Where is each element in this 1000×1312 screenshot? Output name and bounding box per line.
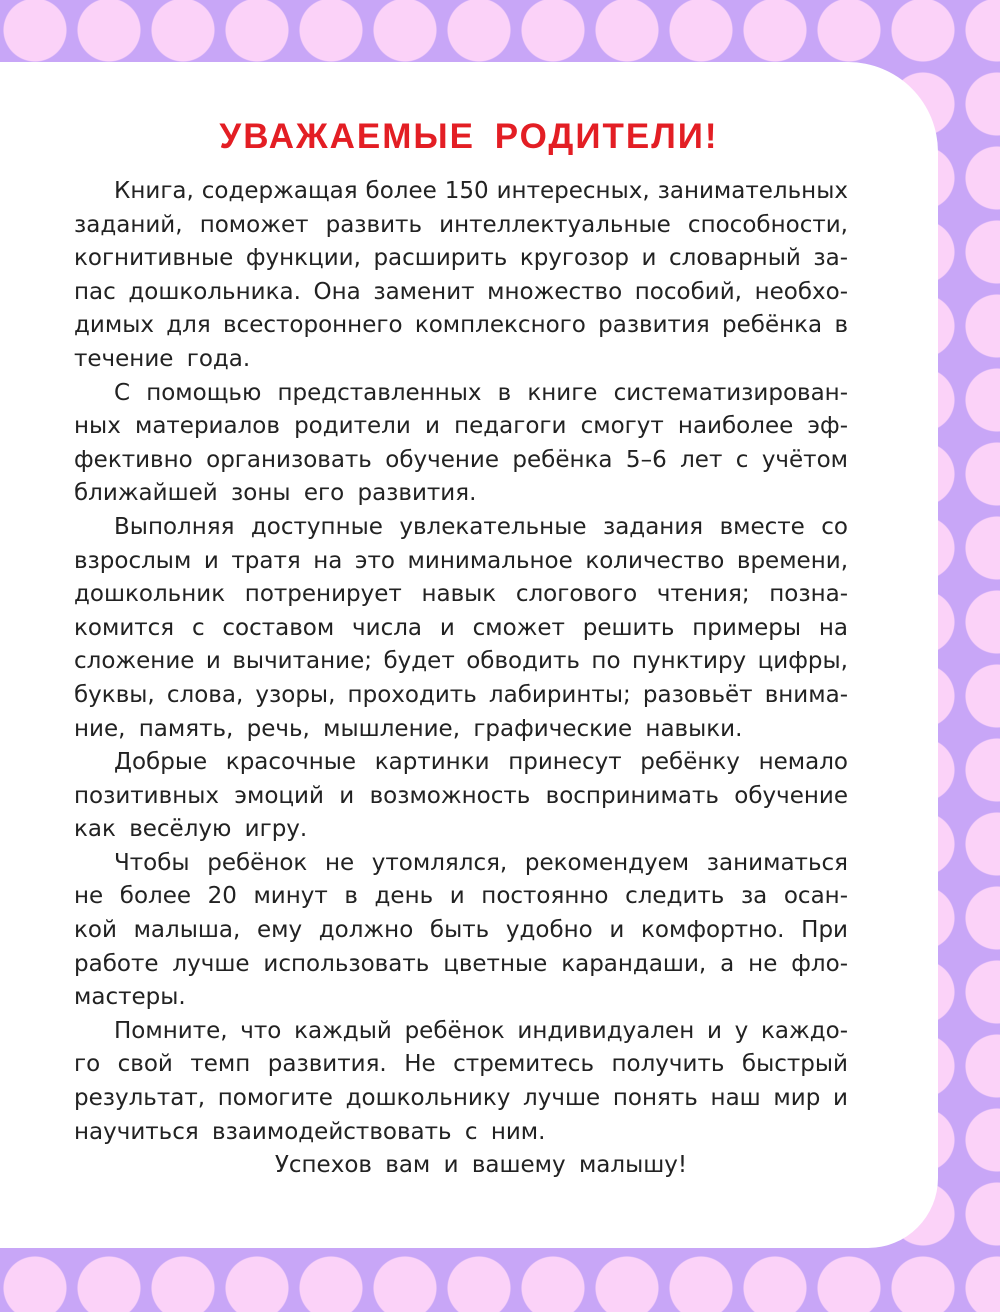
closing-wish: Успехов вам и вашему малышу! [274,1152,688,1179]
paragraph-2 [74,377,848,511]
paragraph-1 [74,175,848,377]
text-line: результат, помогите дошкольнику лучше понять наш мир и [74,1085,848,1112]
text-line: фективно организовать обучение ребёнка 5–6 лет с учётом [74,446,848,473]
text-line: не более 20 минут в день и постоянно следить за осан- [74,883,848,910]
text-line: Книга, содержащая более 150 интересных, занимательных [114,178,848,204]
text-line: С помощью представленных в книге систематизирован- [114,379,848,406]
text-line: Чтобы ребёнок не утомлялся, рекомендуем заниматься [114,849,848,876]
paragraph-4 [74,746,848,847]
paragraph-3 [74,511,848,746]
text-line: Выполняя доступные увлекательные задания вместе со [114,513,848,540]
text-line: кой малыша, ему должно быть удобно и комфортно. При [74,917,848,944]
text-line: взрослым и тратя на это минимальное количество времени, [74,547,848,574]
paragraph-5 [74,847,848,1015]
paragraph-6 [74,1015,848,1149]
text-line: димых для всестороннего комплексного развития ребёнка в [74,312,848,339]
page-title: УВАЖАЕМЫЕ РОДИТЕЛИ! [219,117,719,156]
text-line: Помните, что каждый ребёнок индивидуален и у каждо- [114,1017,848,1044]
text-line: пас дошкольника. Она заменит множество пособий, необхо- [74,278,848,305]
text-line: работе лучше использовать цветные карандаши, а не фло- [74,950,848,977]
text-line: дошкольник потренирует навык слогового чтения; позна- [74,581,848,608]
text-line: течение года. [74,345,251,372]
text-line: ных материалов родители и педагоги смогут наиболее эф- [74,413,848,440]
text-line: когнитивные функции, расширить кругозор и словарный за- [74,245,848,272]
text-line: ние, память, речь, мышление, графические навыки. [74,715,743,742]
text-line: сложение и вычитание; будет обводить по пунктиру цифры, [74,648,848,675]
text-line: позитивных эмоций и возможность воспринимать обучение [74,782,848,809]
text-line: го свой темп развития. Не стремитесь получить быстрый [74,1051,848,1078]
text-line: буквы, слова, узоры, проходить лабиринты; разовьёт внима- [74,681,848,708]
text-line: как весёлую игру. [74,816,308,843]
text-line: ближайшей зоны его развития. [74,480,477,507]
text-line: комится с составом числа и сможет решить примеры на [74,614,848,641]
text-line: заданий, поможет развить интеллектуальные способности, [74,211,848,238]
text-line: Добрые красочные картинки принесут ребёнку немало [114,749,848,776]
body-text [74,175,848,1183]
text-line: научиться взаимодействовать с ним. [74,1118,546,1145]
text-line: мастеры. [74,984,186,1011]
